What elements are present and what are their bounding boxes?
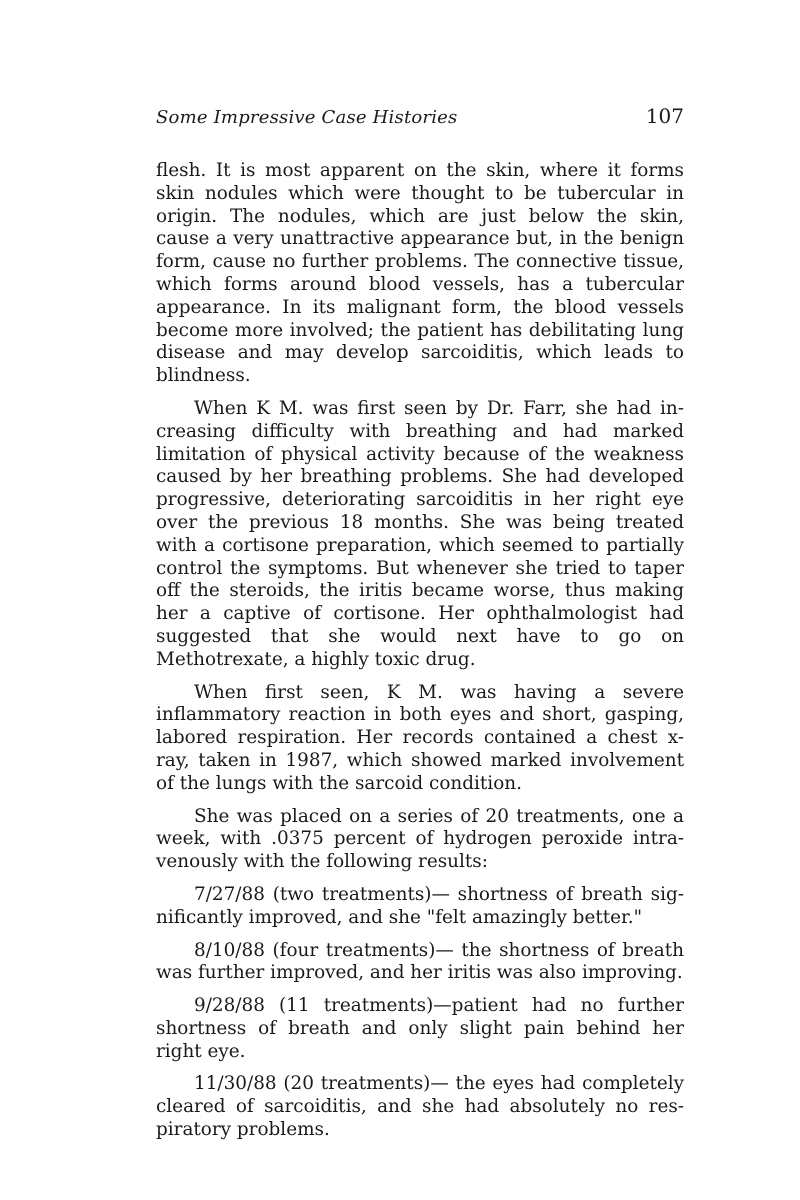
paragraph-result-2: 8/10/88 (four treatments)— the shortness of breath was further improved, and her iritis was also improving.: [156, 939, 684, 984]
paragraph-first-seen: When K M. was first seen by Dr. Farr, she had increasing difficulty with breathing and had marked limitation of physical activity because of the weakness caused by her breathing problems. She had developed progressive, deteriorating sarcoiditis in her right eye over the previous 18 months. She was being treated with a cortisone preparation, which seemed to partially control the symptoms. But whenever she tried to taper off the steroids, the iritis became worse, thus making her a captive of cortisone. Her ophthalmologist had suggested that she would next have to go on Methotrexate, a highly toxic drug.: [156, 397, 684, 670]
running-header: [156, 104, 684, 134]
paragraph-treatment-series: She was placed on a series of 20 treatments, one a week, with .0375 percent of hydrogen peroxide intravenously with the following results:: [156, 805, 684, 873]
paragraph-continued: flesh. It is most apparent on the skin, where it forms skin nodules which were thought to be tubercular in origin. The nodules, which are just below the skin, cause a very unattractive appearance but, in the benign form, cause no further problems. The connective tissue, which forms around blood vessels, has a tubercular appearance. In its malignant form, the blood vessels become more involved; the patient has debilitating lung disease and may develop sarcoiditis, which leads to blindness.: [156, 160, 684, 387]
paragraph-result-4: 11/30/88 (20 treatments)— the eyes had completely cleared of sarcoiditis, and she had absolutely no respiratory problems.: [156, 1073, 684, 1141]
paragraph-inflammatory-reaction: When first seen, K M. was having a severe inflammatory reaction in both eyes and short, gasping, labored respiration. Her records contained a chest x-ray, taken in 1987, which showed marked involvement of the lungs with the sarcoid condition.: [156, 681, 684, 794]
page-number: 107: [645, 104, 684, 128]
book-page: [156, 104, 684, 1152]
paragraph-result-1: 7/27/88 (two treatments)— shortness of breath significantly improved, and she "felt amazingly better.": [156, 883, 684, 928]
body-text: [156, 160, 684, 1142]
running-title: Some Impressive Case Histories: [156, 107, 458, 128]
paragraph-result-3: 9/28/88 (11 treatments)—patient had no further shortness of breath and only slight pain behind her right eye.: [156, 995, 684, 1062]
